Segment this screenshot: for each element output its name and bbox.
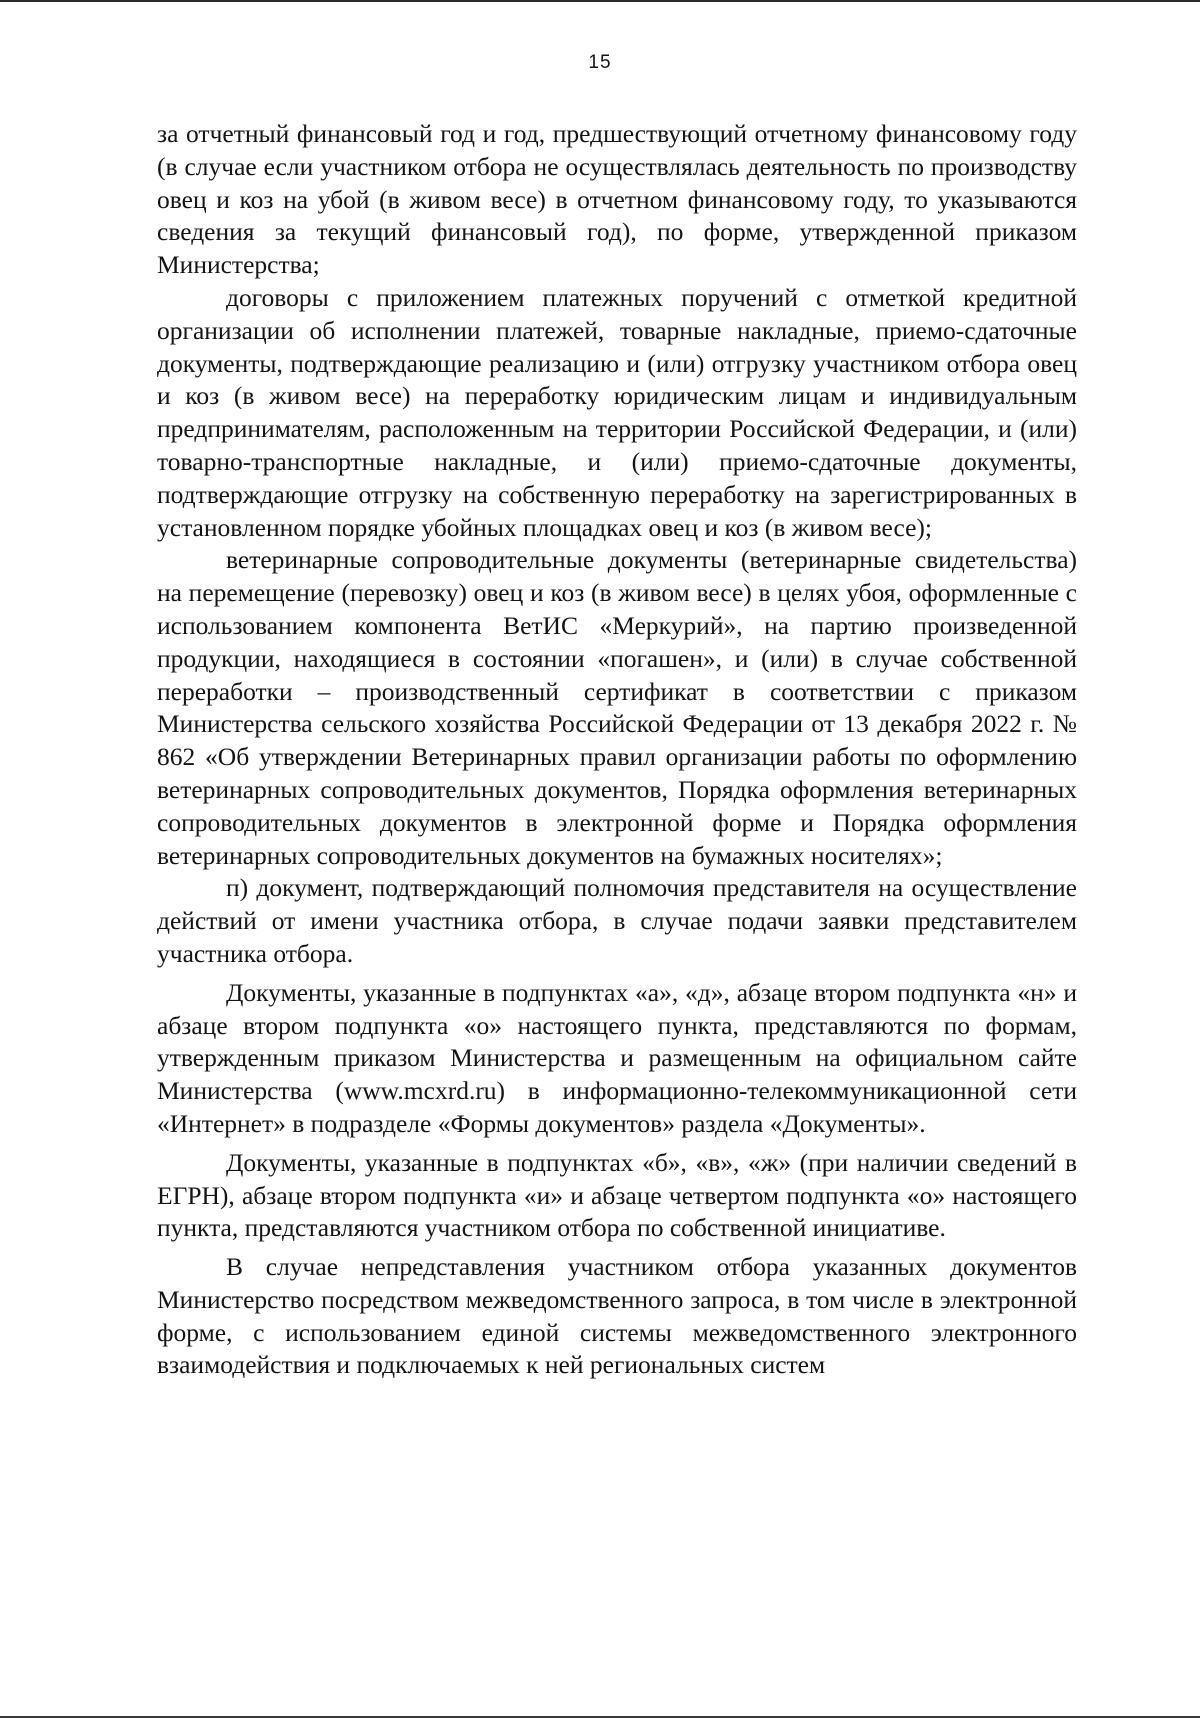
paragraph-6-own-initiative: Документы, указанные в подпунктах «б», «в», «ж» (при наличии сведений в ЕГРН), абзаце втором подпункта «и» и абзаце четвертом подпункта «о» настоящего пункта, представляются участником отбора по собственной инициативе. xyxy=(157,1147,1077,1243)
paragraph-2-contracts: договоры с приложением платежных поручений с отметкой кредитной организации об исполнении платежей, товарные накладные, приемо-сдаточные документы, подтверждающие реализацию и (или) отгрузку участником отбора овец и коз (в живом весе) на переработку юридическим лицам и индивидуальным предпринимателям, расположенным на территории Российской Федерации, и (или) товарно-транспортные накладные, и (или) приемо-сдаточные документы, подтверждающие отгрузку на собственную переработку на зарегистрированных в установленном порядке убойных площадках овец и коз (в живом весе); xyxy=(157,282,1077,542)
paragraph-7-interagency-request: В случае непредставления участником отбора указанных документов Министерство посредством межведомственного запроса, в том числе в электронной форме, с использованием единой системы межведомственного электронного взаимодействия и подключаемых к ней региональных систем xyxy=(157,1252,1077,1380)
document-body xyxy=(157,118,1077,1382)
paragraph-1-continuation: за отчетный финансовый год и год, предшествующий отчетному финансовому году (в случае если участником отбора не осуществлялась деятельность по производству овец и коз на убой (в живом весе) в отчетном финансовому году, то указываются сведения за текущий финансовый год), по форме, утвержденной приказом Министерства; xyxy=(157,119,1077,280)
paragraph-3-veterinary-documents: ветеринарные сопроводительные документы (ветеринарные свидетельства) на перемещение (перевозку) овец и коз (в живом весе) в целях убоя, оформленные с использованием компонента ВетИС «Меркурий», на партию произведенной продукции, находящиеся в состоянии «погашен», и (или) в случае собственной переработки – производственный сертификат в соответствии с приказом Министерства сельского хозяйства Российской Федерации от 13 декабря 2022 г. № 862 «Об утверждении Ветеринарных правил организации работы по оформлению ветеринарных сопроводительных документов, Порядка оформления ветеринарных сопроводительных документов в электронной форме и Порядка оформления ветеринарных сопроводительных документов на бумажных носителях»; xyxy=(157,545,1077,870)
scan-top-edge xyxy=(0,0,1200,2)
paragraph-5-forms: Документы, указанные в подпунктах «а», «д», абзаце втором подпункта «н» и абзаце втором подпункта «о» настоящего пункта, представляются по формам, утвержденным приказом Министерства и размещенным на официальном сайте Министерства (www.mcxrd.ru) в информационно-телекоммуникационной сети «Интернет» в подразделе «Формы документов» раздела «Документы». xyxy=(157,977,1077,1138)
paragraph-4-subitem-p: п) документ, подтверждающий полномочия представителя на осуществление действий от имени участника отбора, в случае подачи заявки представителем участника отбора. xyxy=(157,873,1077,968)
scan-bottom-edge xyxy=(0,1716,1200,1718)
page-number: 15 xyxy=(588,52,612,73)
